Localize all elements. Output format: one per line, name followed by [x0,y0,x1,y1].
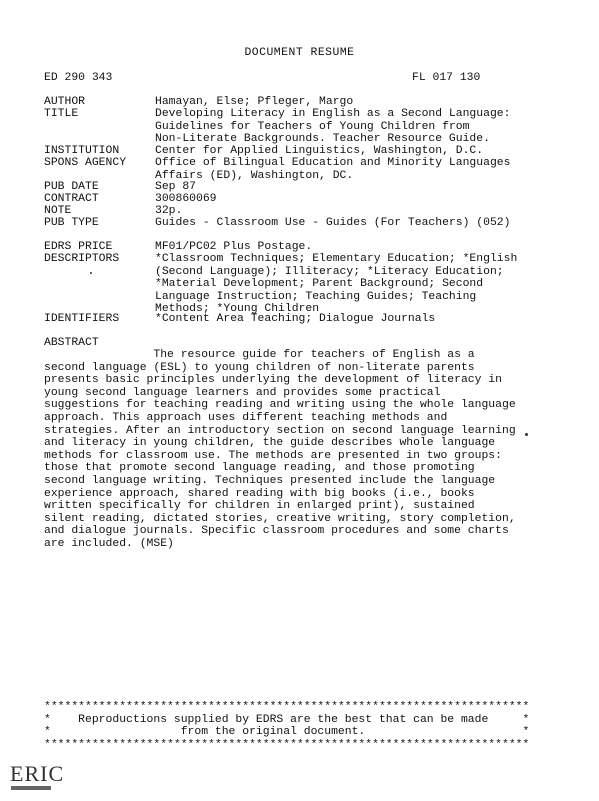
footer-border-top: *********************************************************************** [44,701,530,713]
document-title: DOCUMENT RESUME [244,47,355,59]
field-label: PUB TYPE [44,217,99,229]
field-value: 32p. [155,205,183,217]
reproduction-notice-box [44,701,529,751]
field-row-note [44,205,584,218]
field-value: Sep 87 [155,181,197,193]
ed-number: ED 290 343 [44,72,113,84]
field-value: Hamayan, Else; Pfleger, Margo [155,96,354,108]
field-row-descriptors [44,253,584,316]
field-value: 300860069 [155,193,217,205]
field-label: INSTITUTION [44,145,120,157]
eric-logo [8,757,65,793]
field-label: SPONS AGENCY [44,157,127,169]
abstract-body: The resource guide for teachers of English as a second language (ESL) to young children of non-literate parents presents basic principles underlying the development of literacy in young second language learners and provides some practical suggestions for teaching reading and writing using the whole language approach. This approach uses different teaching methods and strategies. After an introductory section on second language learning and literacy in young children, the guide describes whole language methods for classroom use. The methods are presented in two groups: those that promote second language reading, and those promoting second language writing. Techniques presented include the language experience approach, shared reading with big books (i.e., books written specifically for children in enlarged print), sustained silent reading, dictated stories, creative writing, story completion, and dialogue journals. Specific classroom procedures and some charts are included. (MSE) [44,349,516,550]
field-label: AUTHOR [44,96,86,108]
field-row-edrs-price [44,241,584,254]
field-row-identifiers [44,313,584,326]
field-label: CONTRACT [44,193,99,205]
field-label: PUB DATE [44,181,99,193]
field-row-institution [44,145,584,158]
field-row-pub-date [44,181,584,194]
field-row-contract [44,193,584,206]
eric-logo-text: ERIC [10,761,65,786]
field-label: EDRS PRICE [44,241,113,253]
eric-logo-icon [8,757,65,793]
fl-number: FL 017 130 [412,72,481,84]
footer-border-bottom: *********************************************************************** [44,738,530,751]
scan-speck [525,433,528,436]
field-label: TITLE [44,108,79,120]
field-value: Office of Bilingual Education and Minority Languages Affairs (ED), Washington, DC. [155,157,511,182]
field-label: NOTE [44,205,72,217]
field-value: *Content Area Teaching; Dialogue Journals [155,313,436,325]
field-value: Guides - Classroom Use - Guides (For Teachers) (052) [155,217,511,229]
field-label: DESCRIPTORS [44,253,120,265]
field-label: IDENTIFIERS [44,313,120,325]
abstract-heading: ABSTRACT [44,337,99,349]
field-value: Center for Applied Linguistics, Washington, D.C. [155,145,484,157]
field-row-spons-agency [44,157,584,182]
field-row-author [44,96,584,109]
field-row-pub-type [44,217,584,230]
field-value: Developing Literacy in English as a Second Language: Guidelines for Teachers of Young Children from Non-Literate Backgrounds. Teacher Resource Guide. [155,108,511,146]
footer-line-2: * from the original document. * [44,726,530,739]
field-value: *Classroom Techniques; Elementary Education; *English (Second Language); Illiteracy; *Literacy Education; *Material Development; Parent Background; Second Language Instruction; Teaching Guides; Teaching Methods; *Young Children [155,253,518,316]
footer-line-1: * Reproductions supplied by EDRS are the best that can be made * [44,713,530,726]
field-value: MF01/PC02 Plus Postage. [155,241,313,253]
scan-speck [90,272,92,274]
field-row-title [44,108,584,146]
